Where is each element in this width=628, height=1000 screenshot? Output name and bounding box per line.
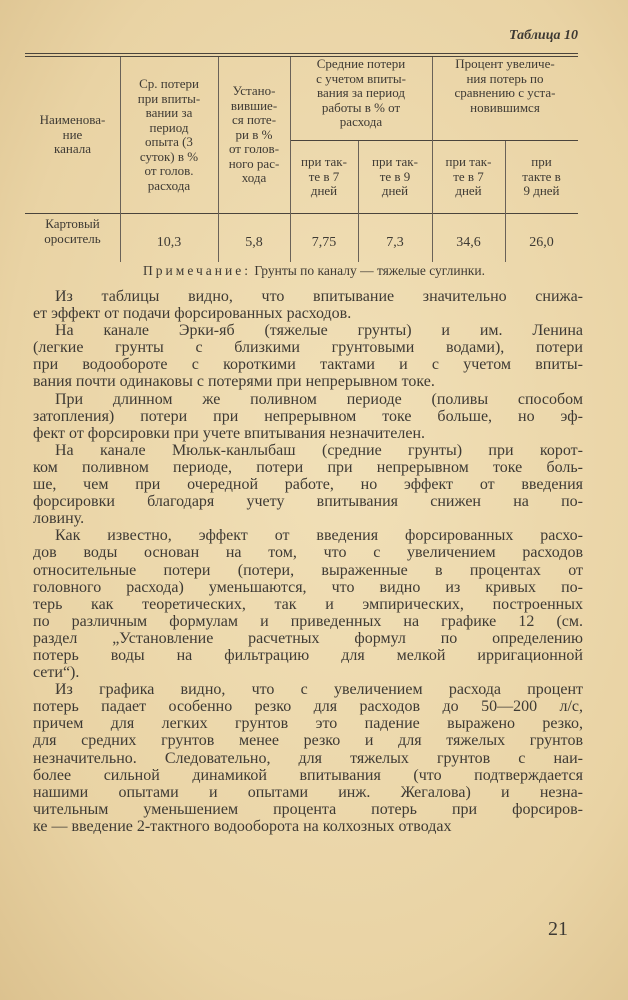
row-value: 5,8 (245, 234, 263, 250)
text-line: при водообороте с короткими тактами и с учетом впиты- (33, 356, 583, 374)
text-line: Как известно, эффект от введения форсированных расхо- (55, 527, 583, 545)
text-line: На канале Эрки-яб (тяжелые грунты) и им. Ленина (55, 322, 583, 340)
text-line: ет эффект от подачи форсированных расходов. (33, 305, 352, 323)
table-caption: Таблица 10 (509, 28, 578, 43)
text-line: по различным формулам и приведенных на графике 12 (см. (33, 612, 583, 630)
text-line: На канале Мюльк-канлыбаш (средние грунты) при корот- (55, 441, 583, 459)
text-line: нашими опытами и опытами инж. Жегалова) и незна- (33, 783, 583, 801)
text-line: Из таблицы видно, что впитывание значительно снижа- (55, 288, 583, 305)
table-top-rule (25, 53, 578, 54)
header-mean-losses: Средние потери с учетом впиты- вания за период работы в % от расхода (316, 56, 406, 129)
text-line: терь как теоретических, так и эмпирических, построенных (33, 595, 583, 613)
text-line: причем для легких грунтов это падение выражено резко, (33, 715, 583, 733)
text-line: относительные потери (потери, выраженные в процентах от (33, 561, 583, 579)
text-line: более сильной динамикой впитывания (что подтверждается (33, 766, 583, 784)
subheader: при такте в 9 дней (522, 154, 561, 199)
note-label: Примечание: (143, 263, 251, 278)
note-text: Грунты по каналу — тяжелые суглинки. (254, 263, 485, 278)
text-line: ловину. (33, 510, 85, 528)
text-line: затопления) потери при непрерывном токе больше, но эф- (33, 407, 583, 425)
header-percent-increase: Процент увеличе- ния потерь по сравнению с уста- новившимся (454, 56, 556, 115)
text-line: При длинном же поливном периоде (поливы способом (55, 390, 583, 408)
text-line: ке — введение 2-тактного водооборота на колхозных отводах (33, 817, 452, 835)
row-value: 7,3 (386, 234, 404, 250)
text-line: дов воды основан на том, что с увеличением расходов (33, 544, 583, 562)
row-value: 10,3 (156, 234, 182, 250)
text-line: раздел „Установление расчетных формул по определению (33, 629, 583, 647)
text-line: ше, чем при очередной работе, но эффект от введения (33, 476, 583, 494)
text-line: форсировки благодаря учету впитывания снижен на по- (33, 493, 583, 511)
subheader: при так- те в 7 дней (445, 154, 492, 199)
text-line: вания почти одинаковы с потерями при непрерывном токе. (33, 373, 435, 391)
text-line: ком поливном периоде, потери при непрерывном токе боль- (33, 458, 583, 476)
header-name: Наименова- ние канала (39, 112, 106, 157)
text-line: чительным уменьшением процента потерь при форсиров- (33, 800, 583, 818)
row-name: Картовый ороситель (44, 216, 101, 246)
text-line: незначительно. Следовательно, для тяжелых грунтов с наи- (33, 749, 583, 767)
table-note (0, 263, 628, 279)
text-line: потерь воды на фильтрацию для мелкой ирригационной (33, 646, 583, 664)
row-value: 7,75 (311, 234, 337, 250)
text-line: для средних грунтов менее резко и для тяжелых грунтов (33, 732, 583, 750)
header-avg-losses: Ср. потери при впиты- вании за период опыта (3 суток) в % от голов. расхода (137, 76, 201, 193)
row-value: 34,6 (456, 234, 481, 250)
text-line: фект от форсировки при учете впитывания незначителен. (33, 424, 425, 442)
text-line: потерь падает особенно резко для расходов до 50—200 л/с, (33, 698, 583, 716)
page-number: 21 (548, 918, 568, 940)
subheader: при так- те в 9 дней (372, 154, 418, 199)
subheader: при так- те в 7 дней (301, 154, 347, 199)
row-value: 26,0 (529, 234, 554, 250)
body-text (33, 288, 583, 835)
header-steady-losses: Устано- вившие- ся поте- ри в % от голов- ного рас- хода (228, 83, 280, 186)
header-bottom-rule (25, 213, 578, 214)
text-line: Из графика видно, что с увеличением расхода процент (55, 681, 583, 699)
text-line: головного расхода) уменьшаются, что видно из кривых по- (33, 578, 583, 596)
text-line: (легкие грунты с близкими грунтовыми водами), потери (33, 339, 583, 357)
text-line: сети“). (33, 664, 80, 682)
